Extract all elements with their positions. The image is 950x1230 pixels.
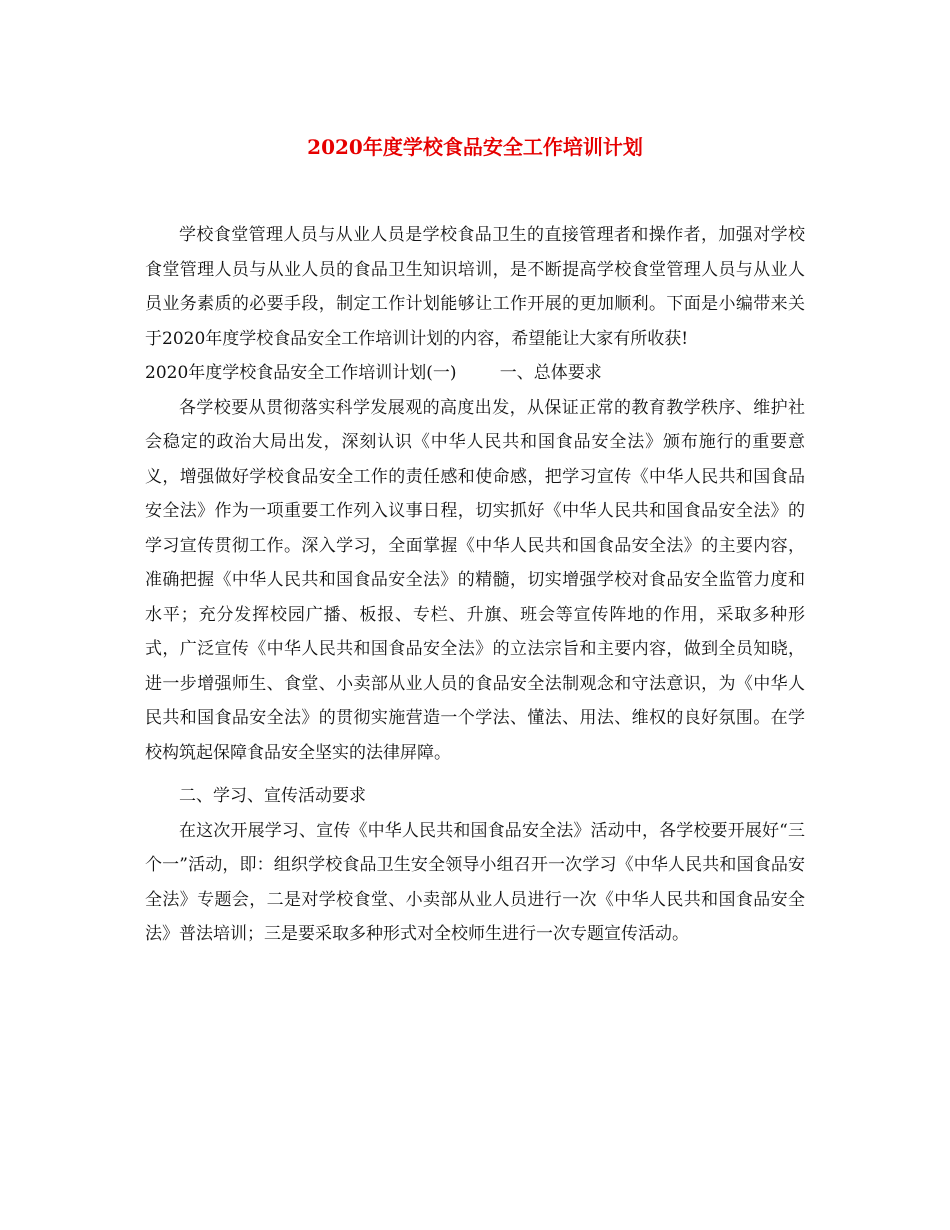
plan-one-heading: 2020年度学校食品安全工作培训计划(一) 一、总体要求 — [145, 363, 602, 383]
general-requirements-paragraph: 各学校要从贯彻落实科学发展观的高度出发，从保证正常的教育教学秩序、维护社会稳定的政治大局出发，深刻认识《中华人民共和国食品安全法》颁布施行的重要意义，增强做好学校食品安全工作的责任感和使命感，把学习宣传《中华人民共和国食品安全法》作为一项重要工作列入议事日程，切实抓好《中华人民共和国食品安全法》的学习宣传贯彻工作。深入学习，全面掌握《中华人民共和国食品安全法》的主要内容，准确把握《中华人民共和国食品安全法》的精髓，切实增强学校对食品安全监管力度和水平；充分发挥校园广播、板报、专栏、升旗、班会等宣传阵地的作用，采取多种形式，广泛宣传《中华人民共和国食品安全法》的立法宗旨和主要内容，做到全员知晓，进一步增强师生、食堂、小卖部从业人员的食品安全法制观念和守法意识，为《中华人民共和国食品安全法》的贯彻实施营造一个学法、懂法、用法、维权的良好氛围。在学校构筑起保障食品安全坚实的法律屏障。 — [145, 397, 805, 763]
document-title: 2020年度学校食品安全工作培训计划 — [307, 135, 643, 159]
section-two-heading: 二、学习、宣传活动要求 — [179, 786, 366, 806]
activity-requirements-paragraph: 在这次开展学习、宣传《中华人民共和国食品安全法》活动中，各学校要开展好“三个一”活动，即：组织学校食品卫生安全领导小组召开一次学习《中华人民共和国食品安全法》专题会，二是对学校食堂、小卖部从业人员进行一次《中华人民共和国食品安全法》普法培训；三是要采取多种形式对全校师生进行一次专题宣传活动。 — [145, 820, 805, 944]
intro-paragraph: 学校食堂管理人员与从业人员是学校食品卫生的直接管理者和操作者，加强对学校食堂管理人员与从业人员的食品卫生知识培训，是不断提高学校食堂管理人员与从业人员业务素质的必要手段，制定工作计划能够让工作开展的更加顺利。下面是小编带来关于2020年度学校食品安全工作培训计划的内容，希望能让大家有所收获! — [145, 225, 805, 349]
document-body — [145, 218, 805, 952]
